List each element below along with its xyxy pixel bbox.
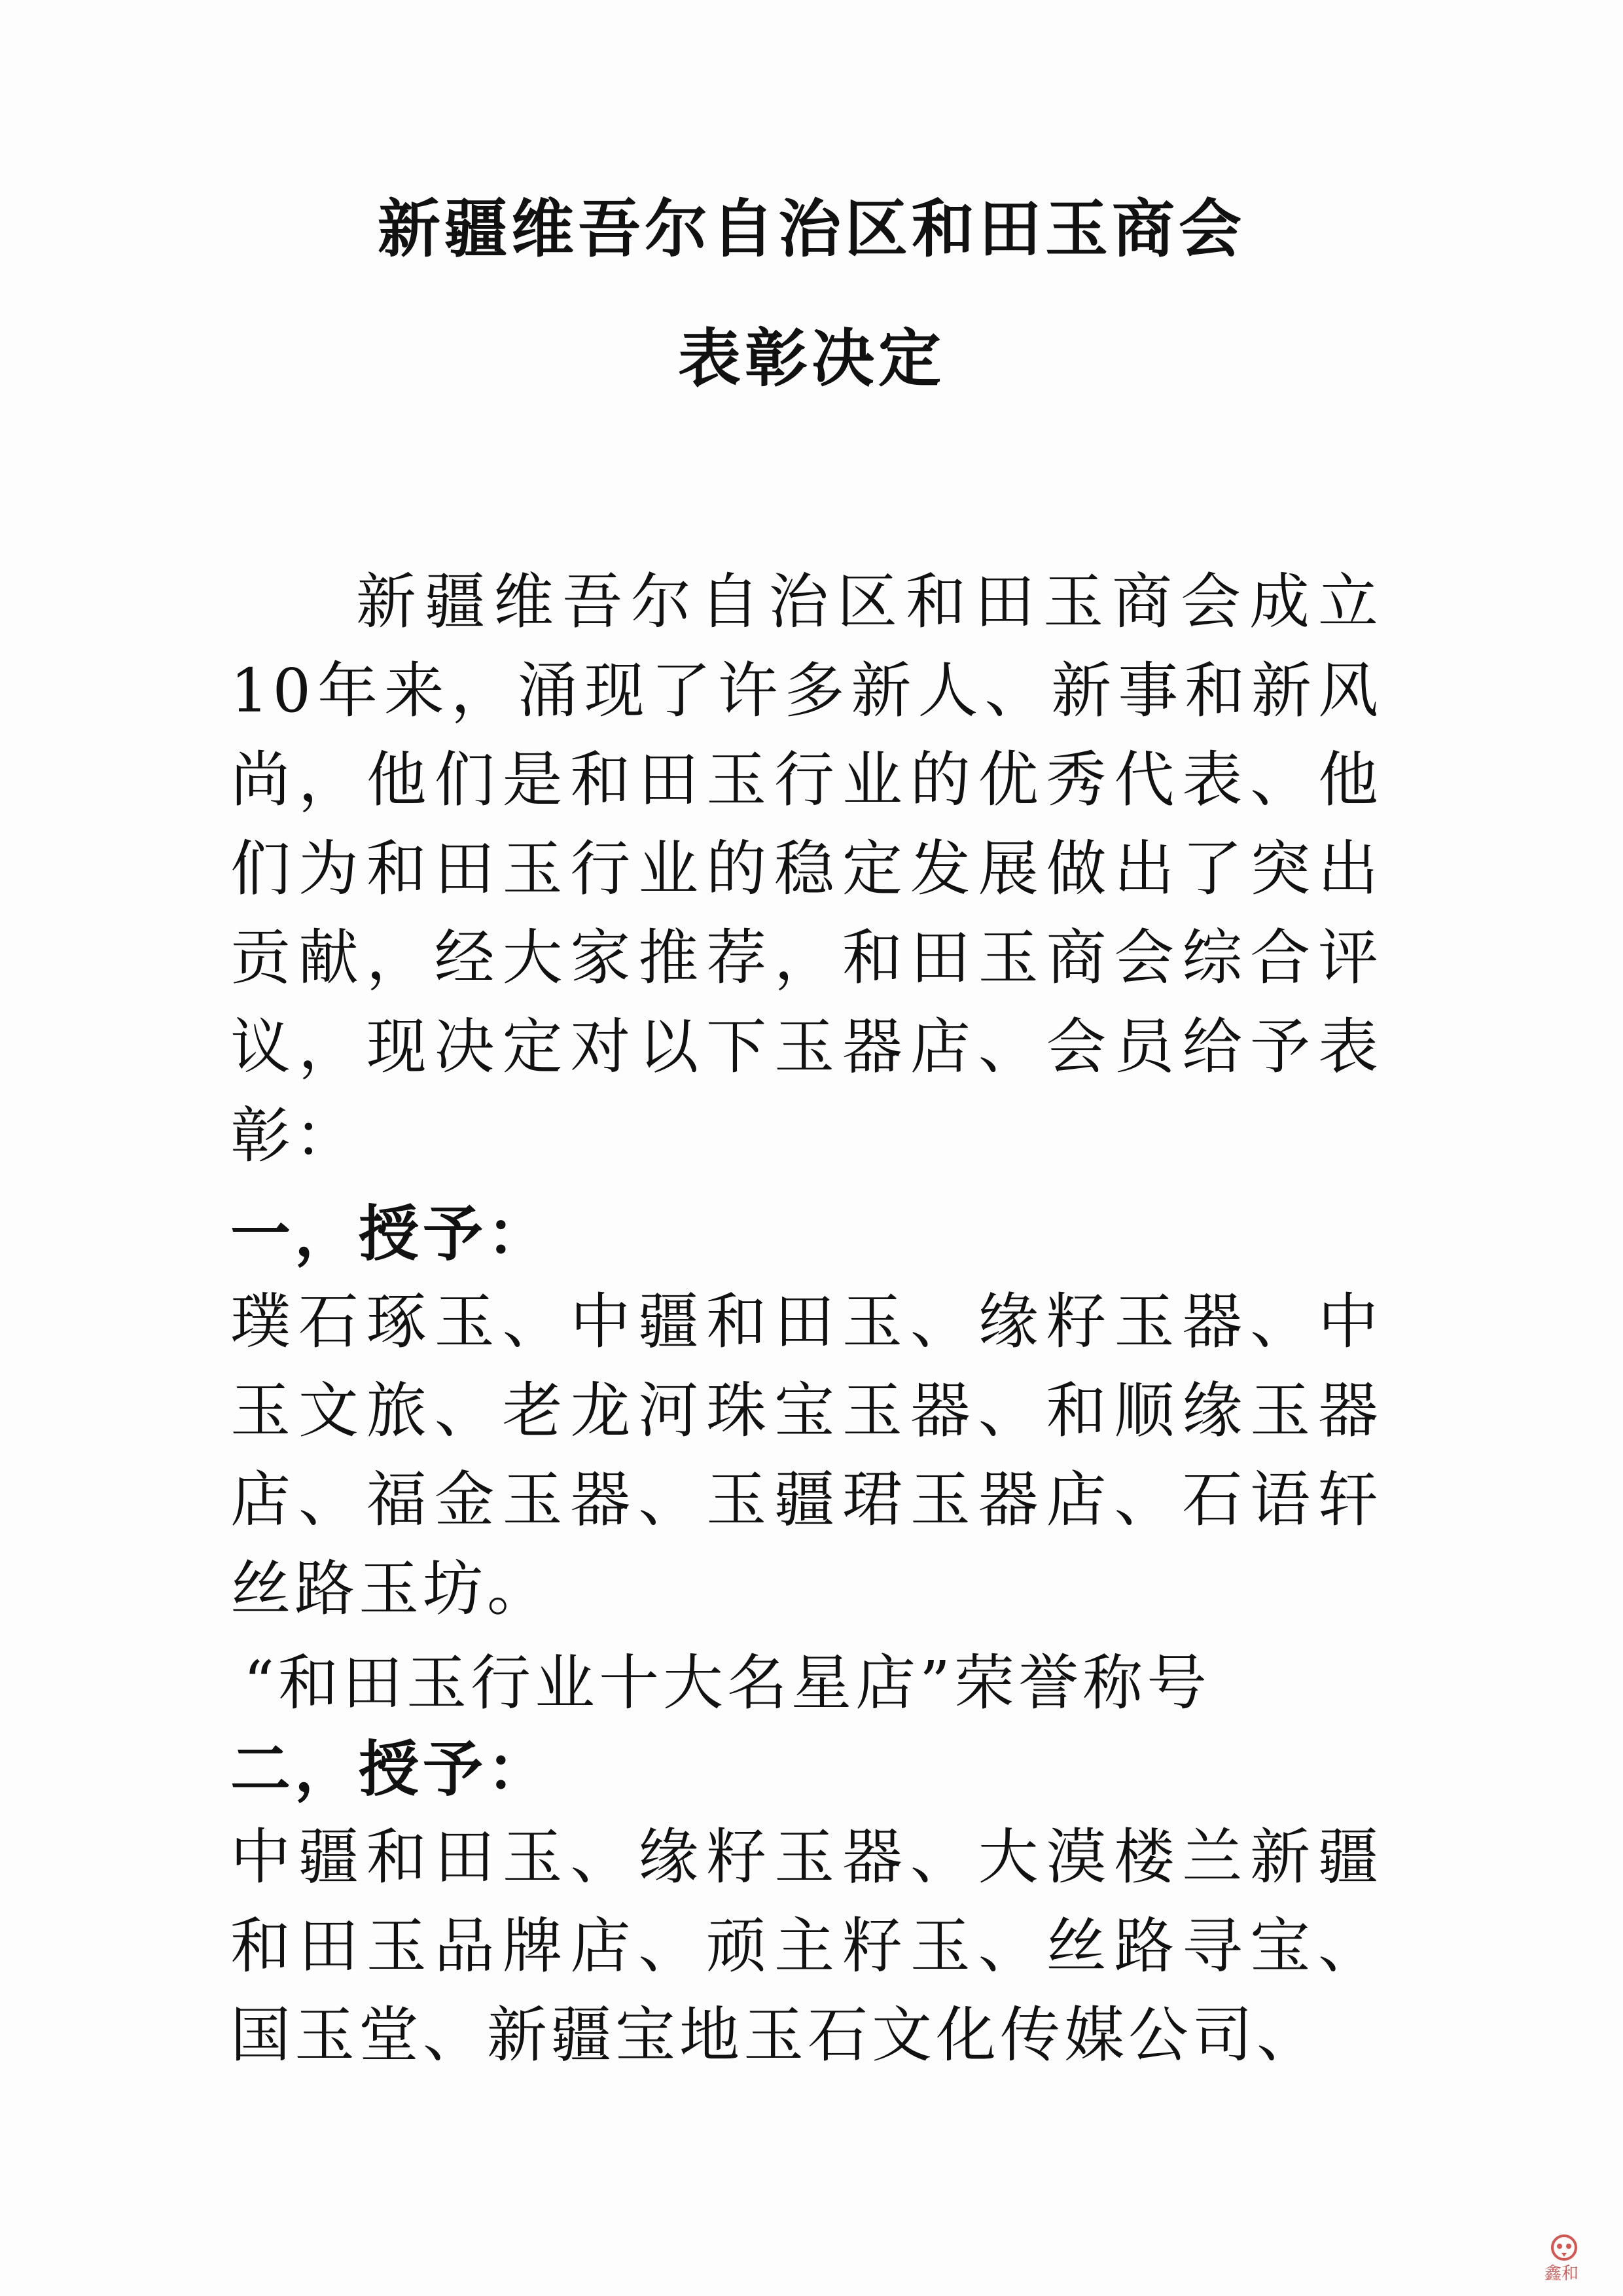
document-subtitle: 表彰决定 <box>678 322 945 395</box>
section-1-heading: 一，授予： <box>230 1199 552 1269</box>
watermark-text: 鑫和 <box>1544 2264 1579 2284</box>
watermark-logo <box>1538 2232 1610 2284</box>
intro-paragraph: 新疆维吾尔自治区和田玉商会成立10年来，涌现了许多新人、新事和新风尚，他们是和田玉行业的优秀代表、他们为和田玉行业的稳定发展做出了突出贡献，经大家推荐，和田玉商会综合评议，现决定对以下玉器店、会员给予表彰： <box>230 567 1382 1171</box>
section-1-list: 璞石琢玉、中疆和田玉、缘籽玉器、中玉文旅、老龙河珠宝玉器、和顺缘玉器店、福金玉器、玉疆珺玉器店、石语轩丝路玉坊。 <box>230 1287 1382 1624</box>
section-2-heading: 二，授予： <box>230 1734 552 1804</box>
document-title: 新疆维吾尔自治区和田玉商会 <box>378 192 1245 266</box>
section-1-honor: “和田玉行业十大名星店”荣誉称号 <box>243 1648 1211 1718</box>
owl-logo-icon <box>1538 2232 1610 2284</box>
section-2-list: 中疆和田玉、缘籽玉器、大漠楼兰新疆和田玉品牌店、顽主籽玉、丝路寻宝、国玉堂、新疆宝地玉石文化传媒公司、 <box>230 1822 1382 2070</box>
